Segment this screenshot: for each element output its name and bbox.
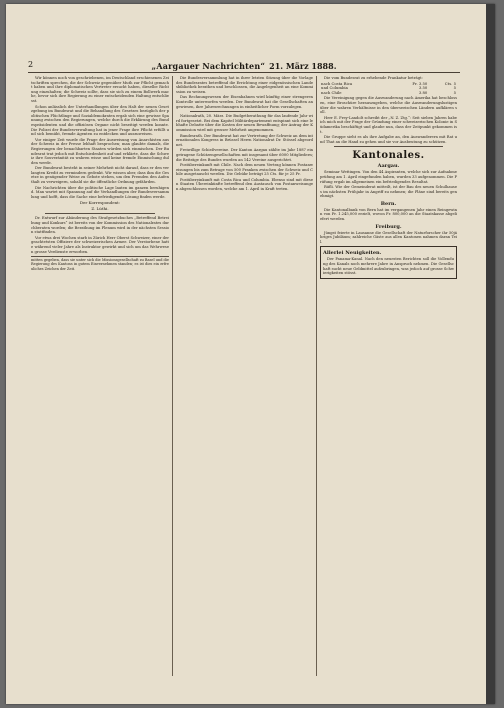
article-paragraph: Die Kantonalbank von Bern hat im vergangenen Jahr einen Reingewinn von Fr. 1.245,000 erzielt, wovon Fr. 800,000 an die Staatskasse abgeliefert werden. — [320, 207, 457, 222]
divider — [334, 146, 443, 147]
article-paragraph: Jüngst feierte in Lausanne die Gesellschaft der Naturforscher ihr 50jähriges Jubiläum; zahlreiche Gäste aus allen Kantonen nahmen daran Teil. — [320, 230, 457, 244]
divider — [190, 111, 299, 112]
newspaper-page — [6, 4, 495, 704]
signature-line: Der Korrespondent: — [79, 200, 121, 206]
table-cell: nach Costa Rica — [321, 80, 353, 86]
article-paragraph: Vor einiger Zeit wurde die Frage der Ausweisung von Anarchisten aus der Schweiz in der Presse lebhaft besprochen; man glaubte damals, die Regierungen der benachbarten Staaten würden sich einmischen. Der Bundesrat trat jedoch mit Entschiedenheit auf und erklärte, dass die Schweiz ihre Souveränität zu wahren wisse und keine fremde Einmischung dulden werde. — [31, 137, 169, 165]
column-3 — [316, 76, 460, 676]
article-paragraph: Postübereinkunft mit Chile. Nach dem neuen Vertrag können Postanweisungen bis zum Betrage von 500 Franken zwischen der Schweiz und Chile ausgetauscht werden. Die Gebühr beträgt 25 Cts. für je 25 Fr. — [176, 163, 313, 177]
article-paragraph: Das Rechnungswesen der Eisenbahnen wird künftig einer strengeren Kontrolle unterworfen werden. Der Bundesrat hat die Gesellschaften angewiesen, ihre Jahresrechnungen in einheitlicher Form vorzulegen. — [176, 95, 313, 109]
divider — [45, 213, 155, 214]
article-paragraph: Postübereinkunft mit Costa Rica und Columbia. Ebenso sind mit diesen Staaten Übereinkünfte betreffend den Austausch von Postanweisungen abgeschlossen worden, welche am 1. April in Kraft treten. — [176, 177, 313, 192]
column-1 — [28, 76, 172, 676]
subsection-heading: Aargau. — [377, 163, 400, 170]
table-cell: und Columbia — [321, 85, 348, 91]
table-cell: 3.80 — [418, 89, 428, 95]
column-2 — [172, 76, 316, 676]
article-paragraph: Rüfli. Wie der Gemeinderat mitteilt, ist der Bau des neuen Schulhauses im nächsten Frühjahr in Angriff zu nehmen; die Pläne sind bereits genehmigt. — [320, 185, 457, 199]
footnote: mitten gegeben, dass sie unter sich die Missionsgesellschaft zu Basel und die Regierung des Kantons in gutem Einvernehmen standen; es ist dies ein erfreuliches Zeichen der Zeit. — [31, 258, 169, 271]
news-box — [320, 246, 457, 278]
article-paragraph: Herr E. Frey-Landolt schreibt der „N. Z. Ztg.“: Seit sieben Jahren habe ich mich mit der Frage der Gründung einer schweizerischen Kolonie in Südamerika beschäftigt und glaube nun, dass der Zeitpunkt gekommen ist. — [320, 115, 457, 134]
table-row — [320, 91, 457, 96]
article-paragraph: Schon anlässlich der Unterhandlungen über den Halt der neuen Gesetzgebung im Bundesrat und die Behandlung des Gesetzes bezüglich der politischen Flüchtlinge und Sozialdemokraten ergab sich eine gewisse Spannung zwischen den Regierungen, welche durch die Erklärung des Bundespräsidenten und die offiziösen Organe nicht beseitigt werden konnte. Die Polizei der Bundesverwaltung hat in jener Frage ihre Pflicht erfüllt und sich bemüht, fremde Agenten zu entdecken und auszuweisen. — [31, 104, 169, 137]
section-heading: Kantonales. — [352, 150, 425, 162]
table-cell: 3.50 — [418, 85, 428, 91]
subsection-heading: Bern. — [380, 200, 397, 207]
table-cell: Cts. 5 — [444, 80, 456, 86]
article-paragraph: Die Vereinigung gegen die Auswanderung nach Amerika hat beschlossen, eine Broschüre herauszugeben, welche die Auswanderungslustigen über die wahren Verhältnisse in den überseeischen Ländern aufklären soll. — [320, 96, 457, 115]
article-paragraph: Bundesrath. Der Bundesrat hat zur Vertretung der Schweiz an dem internationalen Kongress in Brüssel Herrn Nationalrat Dr. Stössel abgeordnet. — [176, 133, 313, 147]
article-paragraph: Vor etwa drei Wochen starb in Zürich Herr Oberst Schweizer, einer der geachtetsten Offiziere der schweizerischen Armee. Der Verstorbene hatte während vieler Jahre als Instruktor gewirkt und sich um das Wehrwesen grosse Verdienste erworben. — [31, 235, 169, 254]
page-header — [28, 60, 460, 73]
article-paragraph: Die vom Bundesrat zu erhebende Frankatur beträgt: — [324, 76, 423, 80]
article-paragraph: Der Panama-Kanal. Nach den neuesten Berichten soll die Vollendung des Kanals noch mehrere Jahre in Anspruch nehmen. Die Gesellschaft sucht neue Geldmittel aufzubringen, was jedoch auf grosse Schwierigkeiten stösst. — [323, 257, 454, 276]
box-heading: Allerlei Neuigkeiten. — [323, 250, 382, 257]
issue-date: 21. März 1888. — [269, 61, 337, 71]
article-paragraph: Der Bundesrat besteht in seiner Mehrheit nicht darauf, dass er den verlangten Kredit zu vermindern gedenkt. Wir wissen aber, dass ihm die Gesetze in genügender Weise zu Gebote stehen, um den Fremden den Aufenthalt zu verweigern, sobald sie die öffentliche Ordnung gefährden. — [31, 166, 169, 185]
article-paragraph: Seminar Wettingen. Von den 44 Aspiranten, welche sich zur Aufnahmeprüfung am 1. April eingefunden haben, wurden 33 aufgenommen. Die Prüfung ergab im allgemeinen ein befriedigendes Resultat. — [320, 170, 457, 184]
article-paragraph: Wir können noch von geschriebenen, im Deutschland erschienenen Zeitschriften sprechen, die der Schweiz gegenüber Muth zur Pflicht gemacht haben und ihre diplomatischen Vertreter ersucht haben, dieselbe Richtung einzuhalten; die Schweiz sollte, dass sie sich zu einem Bollwerk mache, bevor sich ihre Regierung zu einer entscheidenden Haltung entschliesst. — [31, 76, 169, 103]
article-paragraph: Dr. Entwurf zur Abänderung des Strafgesetzbuches „Betreffend Betreibung und Konkurs“ ist bereits von der Kommission des Nationalrates durchberaten worden; die Berathung im Plenum wird in der nächsten Session stattfinden. — [31, 216, 169, 235]
table-cell: Fr. 3.50 — [412, 80, 428, 86]
signature-name: Z. Lüthi. — [91, 206, 109, 212]
table-cell: nach Chile — [321, 89, 342, 95]
scan-margin — [486, 4, 495, 704]
page-number: 2 — [28, 60, 34, 69]
subsection-heading: Freiburg. — [375, 223, 402, 230]
article-paragraph: Die Nachrichten über die politische Lage lauten im ganzen beruhigend. Man wartet mit Spannung auf die Verhandlungen der Bundesversammlung und hofft, dass die Sache eine befriedigende Lösung finden werde. — [31, 185, 169, 199]
postage-table — [320, 82, 457, 96]
article-columns — [28, 76, 460, 676]
table-cell: 5 — [453, 89, 456, 95]
article-paragraph: Die Bundesversammlung hat in ihrer letzten Sitzung über die Vorlage des Bundesrates betreffend die Errichtung einer eidgenössischen Landesbibliothek berathen und beschlossen, die Angelegenheit an eine Kommission zu weisen. — [176, 76, 313, 94]
article-paragraph: Nationalrath, 20. März. Die Budgetberathung für das laufende Jahr wird fortgesetzt. Bei dem Kapitel Militärdepartement entspinnt sich eine lebhafte Debatte über die Kosten der neuen Bewaffnung; der Antrag der Kommission wird mit grosser Mehrheit angenommen. — [176, 114, 313, 132]
newspaper-title: „Aargauer Nachrichten“ — [151, 61, 266, 71]
article-paragraph: Die Gruppe sieht es als ihre Aufgabe an, den Auswanderern mit Rat und That an die Hand zu gehen und sie vor Ausbeutung zu schützen. — [320, 135, 457, 144]
article-paragraph: Freiwillige Schießvereine. Der Kanton Aargau zählte im Jahr 1887 eingetragene Schützengesellschaften mit insgesamt über 6000 Mitgliedern; die Beiträge des Bundes wurden an 142 Vereine ausgerichtet. — [176, 148, 313, 162]
table-cell: 5 — [453, 85, 456, 91]
